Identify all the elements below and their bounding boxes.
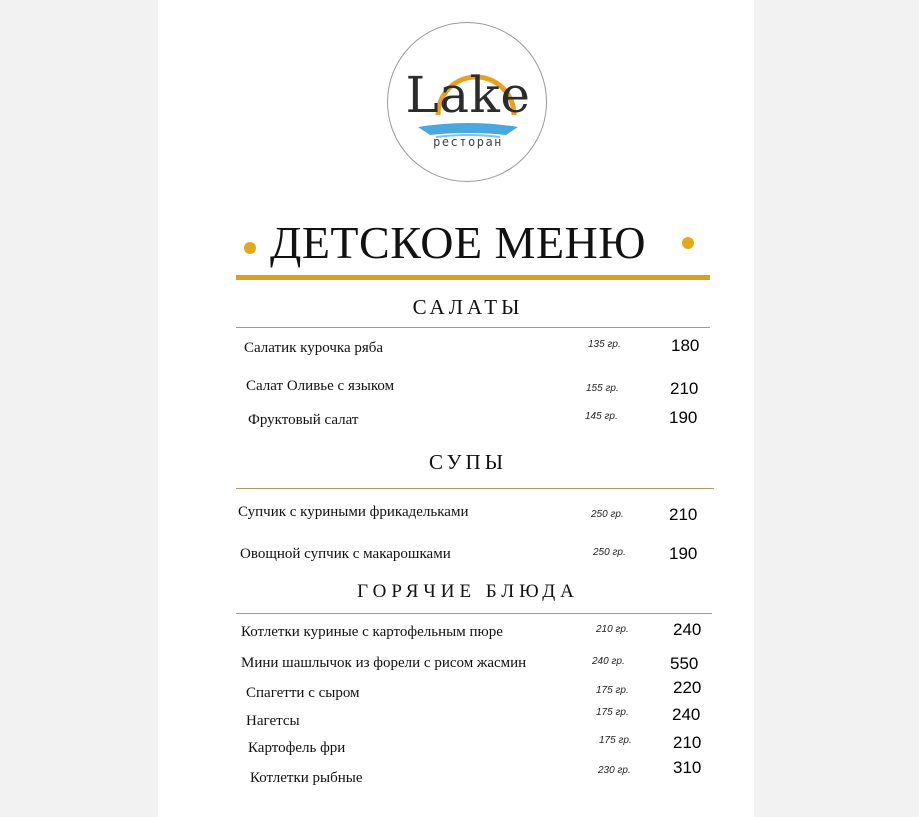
item-weight: 240 гр. <box>592 656 625 667</box>
section-rule-salads <box>236 327 710 328</box>
item-weight: 145 гр. <box>585 411 618 422</box>
item-name: Мини шашлычок из форели с рисом жасмин <box>241 655 527 671</box>
item-price: 220 <box>673 678 702 697</box>
item-price: 240 <box>672 705 701 724</box>
decorative-dot-right <box>682 237 694 249</box>
section-title-hot-dishes: ГОРЯЧИЕ БЛЮДА <box>357 581 579 602</box>
item-price: 210 <box>669 505 698 524</box>
item-weight: 230 гр. <box>598 765 631 776</box>
item-price: 310 <box>673 758 702 777</box>
item-weight: 175 гр. <box>596 685 629 696</box>
item-price: 210 <box>670 379 699 398</box>
item-name: Салатик курочка ряба <box>244 340 384 356</box>
logo-subtitle: ресторан <box>433 135 503 149</box>
section-rule-soups <box>236 488 714 489</box>
menu-page <box>158 0 754 817</box>
item-name: Котлетки куриные с картофельным пюре <box>241 624 503 640</box>
item-name: Супчик с куриными фрикадельками <box>238 504 469 520</box>
title-underline <box>236 275 710 280</box>
item-weight: 175 гр. <box>599 735 632 746</box>
item-name: Фруктовый салат <box>248 412 359 428</box>
page-title: ДЕТСКОЕ МЕНЮ <box>269 217 647 268</box>
item-weight: 155 гр. <box>586 383 619 394</box>
item-name: Картофель фри <box>248 740 346 756</box>
item-price: 240 <box>673 620 702 639</box>
item-name: Спагетти с сыром <box>246 685 360 701</box>
item-price: 210 <box>673 733 702 752</box>
item-weight: 250 гр. <box>593 547 626 558</box>
item-weight: 135 гр. <box>588 339 621 350</box>
item-name: Котлетки рыбные <box>250 770 363 786</box>
item-price: 190 <box>669 544 698 563</box>
section-title-soups: СУПЫ <box>428 450 508 474</box>
section-title-salads: САЛАТЫ <box>412 295 524 319</box>
restaurant-logo <box>387 22 547 182</box>
item-name: Салат Оливье с языком <box>246 378 395 394</box>
item-price: 180 <box>671 336 700 355</box>
logo-wordmark: Lake <box>405 66 531 124</box>
item-weight: 250 гр. <box>591 509 624 520</box>
section-rule-hot-dishes <box>236 613 712 614</box>
item-name: Овощной супчик с макарошками <box>240 546 451 562</box>
item-price: 550 <box>670 654 699 673</box>
item-name: Нагетсы <box>246 713 300 729</box>
item-price: 190 <box>669 408 698 427</box>
item-weight: 175 гр. <box>596 707 629 718</box>
item-weight: 210 гр. <box>596 624 629 635</box>
